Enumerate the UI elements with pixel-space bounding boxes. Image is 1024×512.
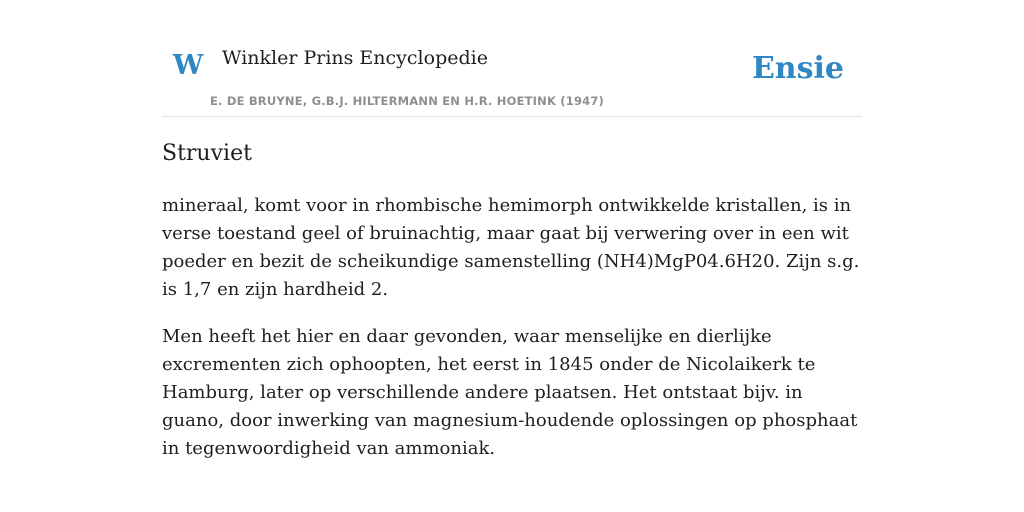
source-authors: E. DE BRUYNE, G.B.J. HILTERMANN EN H.R. HOETINK (1947) [210, 94, 605, 108]
source-header [162, 0, 862, 117]
winkler-prins-logo[interactable]: W [173, 50, 204, 81]
source-title[interactable]: Winkler Prins Encyclopedie [222, 47, 488, 69]
article-paragraph: Men heeft het hier en daar gevonden, waar menselijke en dierlijke excrementen zich ophoopten, het eerst in 1845 onder de Nicolaikerk te Hamburg, later op verschillende andere plaatsen. Het ontstaat bijv. in guano, door inwerking van magnesium-houdende oplossingen op phosphaat in tegenwoordigheid van ammoniak. [162, 326, 858, 459]
article-body [162, 192, 862, 482]
page-title: Struviet [162, 141, 252, 166]
article-paragraph: mineraal, komt voor in rhombische hemimorph ontwikkelde kristallen, is in verse toestand geel of bruinachtig, maar gaat bij verwering over in een wit poeder en bezit de scheikundige samenstelling (NH4)MgP04.6H20. Zijn s.g. is 1,7 en zijn hardheid 2. [162, 195, 860, 300]
ensie-logo-link[interactable]: Ensie [751, 51, 844, 86]
